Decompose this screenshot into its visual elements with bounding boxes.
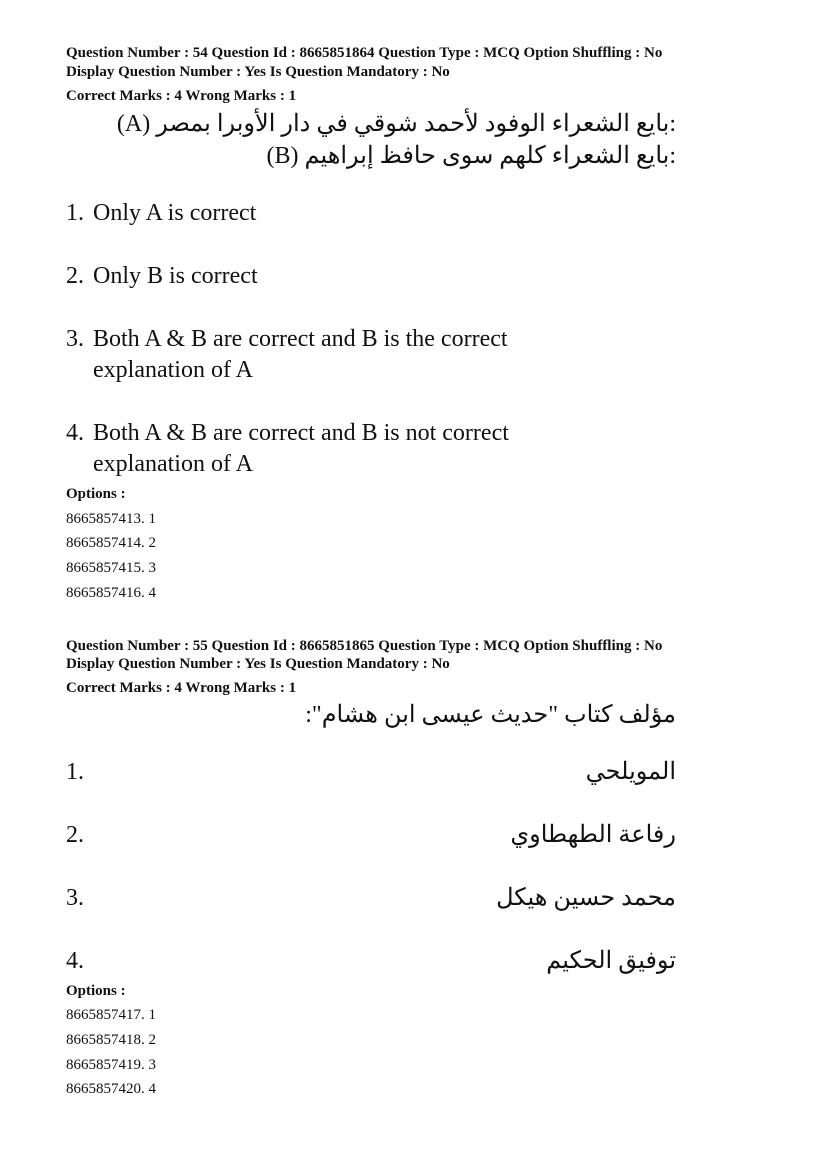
q55-option-id-1: 8665857417. 1 [66, 1007, 156, 1023]
q55-choice-2-text: رفاعة الطهطاوي [510, 822, 676, 848]
q54-option-id-1: 8665857413. 1 [66, 511, 156, 527]
q55-option-id-4: 8665857420. 4 [66, 1081, 156, 1097]
q55-choice-1-number: 1. [66, 759, 84, 785]
q54-choice-2-text: Only B is correct [93, 263, 258, 289]
q54-choice-1-number: 1. [66, 200, 84, 226]
q55-options-label: Options : [66, 983, 126, 999]
q55-option-id-3: 8665857419. 3 [66, 1057, 156, 1073]
q54-meta-line-3: Correct Marks : 4 Wrong Marks : 1 [66, 88, 297, 104]
q55-choice-1-text: المويلحي [585, 759, 676, 785]
q54-choice-3-text: Both A & B are correct and B is the correct explanation of A [93, 326, 508, 383]
q55-choice-3-text: محمد حسين هيكل [496, 885, 676, 911]
q54-meta-line-2: Display Question Number : Yes Is Question Mandatory : No [66, 64, 450, 80]
q55-meta-line-3: Correct Marks : 4 Wrong Marks : 1 [66, 680, 297, 696]
q54-choice-3-number: 3. [66, 326, 84, 352]
q55-choice-2-number: 2. [66, 822, 84, 848]
q55-choice-3-number: 3. [66, 885, 84, 911]
q54-option-id-2: 8665857414. 2 [66, 535, 156, 551]
q54-choice-1-text: Only A is correct [93, 200, 257, 226]
q54-choice-2-number: 2. [66, 263, 84, 289]
q54-option-id-4: 8665857416. 4 [66, 585, 156, 601]
q54-choice-4-text: Both A & B are correct and B is not correct explanation of A [93, 420, 509, 477]
q55-choice-4-number: 4. [66, 948, 84, 974]
q55-option-id-2: 8665857418. 2 [66, 1032, 156, 1048]
q54-options-label: Options : [66, 486, 126, 502]
q54-choice-4-number: 4. [66, 420, 84, 446]
q55-choice-4-text: توفيق الحكيم [546, 948, 676, 974]
q54-option-id-3: 8665857415. 3 [66, 560, 156, 576]
q54-statement-a: (A) بايع الشعراء الوفود لأحمد شوقي في دار الأوبرا بمصر: [116, 111, 676, 137]
q55-question-stem: مؤلف كتاب "حديث عيسى ابن هشام": [305, 702, 676, 728]
q54-meta-line-1: Question Number : 54 Question Id : 8665851864 Question Type : MCQ Option Shuffling : No [66, 45, 663, 61]
q55-meta-line-1: Question Number : 55 Question Id : 8665851865 Question Type : MCQ Option Shuffling : No [66, 638, 663, 654]
q54-statement-b: (B) بايع الشعراء كلهم سوى حافظ إبراهيم: [266, 143, 676, 169]
q55-meta-line-2: Display Question Number : Yes Is Question Mandatory : No [66, 656, 450, 672]
